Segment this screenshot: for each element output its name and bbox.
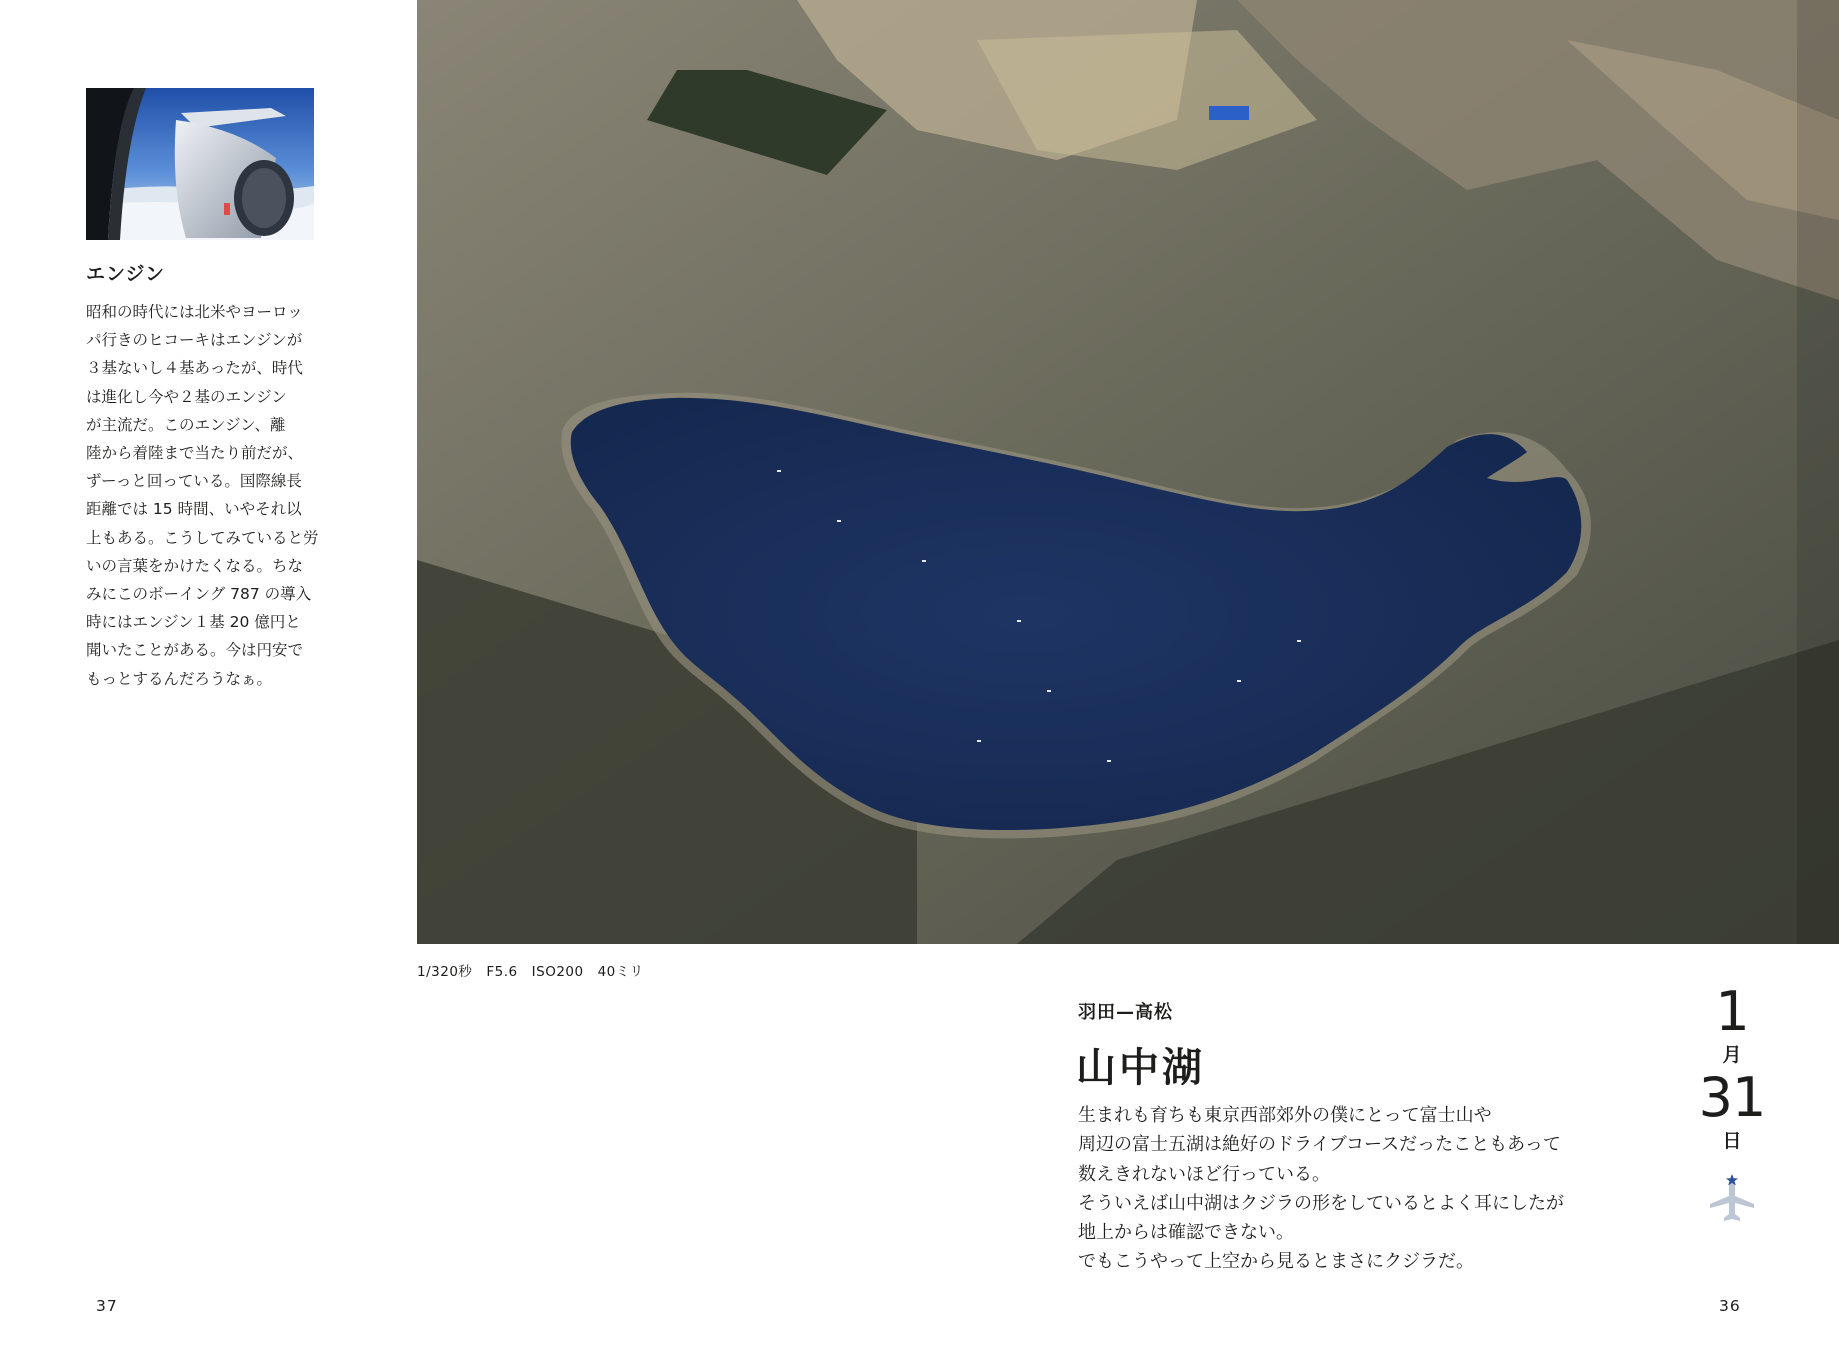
body-line: 周辺の富士五湖は絶好のドライブコースだったこともあって bbox=[1078, 1134, 1561, 1156]
sidebar-line: パ行きのヒコーキはエンジンが bbox=[86, 331, 303, 350]
body-line: 地上からは確認できない。 bbox=[1078, 1222, 1294, 1244]
sidebar-line: ３基ないし４基あったが、時代 bbox=[86, 359, 303, 378]
sidebar-heading: エンジン bbox=[86, 263, 166, 285]
aerial-lake-photo bbox=[417, 0, 1839, 944]
date-month-unit: 月 bbox=[1722, 1044, 1742, 1066]
page-number-left: 37 bbox=[96, 1297, 118, 1315]
sidebar-line: いの言葉をかけたくなる。ちな bbox=[86, 556, 304, 575]
date-day-unit: 日 bbox=[1722, 1130, 1742, 1152]
body-line: そういえば山中湖はクジラの形をしているとよく耳にしたが bbox=[1078, 1192, 1564, 1214]
sidebar-line: 時にはエンジン１基 20 億円と bbox=[86, 613, 301, 632]
sidebar-line: 聞いたことがある。今は円安で bbox=[86, 641, 304, 660]
sidebar-line: は進化し今や２基のエンジン bbox=[86, 387, 287, 406]
entry-title: 山中湖 bbox=[1076, 1045, 1205, 1091]
body-line: 生まれも育ちも東京西部郊外の僕にとって富士山や bbox=[1078, 1105, 1492, 1126]
page-number-right: 36 bbox=[1719, 1297, 1741, 1315]
entry-date bbox=[1680, 982, 1784, 1154]
sidebar-paragraph bbox=[86, 298, 328, 693]
sidebar-line: みにこのボーイング 787 の導入 bbox=[86, 585, 312, 604]
entry-body bbox=[1078, 1101, 1598, 1277]
flight-route: 羽田—高松 bbox=[1078, 1002, 1173, 1023]
photo-caption: 1/320秒 F5.6 ISO200 40ミリ bbox=[417, 964, 644, 980]
date-month: 1 bbox=[1715, 980, 1749, 1043]
sidebar-line: 距離では 15 時間、いやそれ以 bbox=[86, 500, 302, 519]
sidebar-line: 陸から着陸まで当たり前だが、 bbox=[86, 444, 304, 463]
date-day: 31 bbox=[1698, 1066, 1766, 1129]
body-line: でもこうやって上空から見るとまさにクジラだ。 bbox=[1078, 1251, 1474, 1273]
sidebar-line: もっとするんだろうなぁ。 bbox=[86, 669, 273, 688]
body-line: 数えきれないほど行っている。 bbox=[1078, 1163, 1330, 1185]
sidebar-line: ずーっと回っている。国際線長 bbox=[86, 472, 302, 491]
engine-photo bbox=[86, 88, 314, 240]
sidebar-line: 上もある。こうしてみていると労 bbox=[86, 528, 319, 547]
sidebar-line: 昭和の時代には北米やヨーロッ bbox=[86, 303, 303, 321]
airplane-star-icon bbox=[1706, 1174, 1758, 1226]
sidebar-line: が主流だ。このエンジン、離 bbox=[86, 415, 286, 434]
